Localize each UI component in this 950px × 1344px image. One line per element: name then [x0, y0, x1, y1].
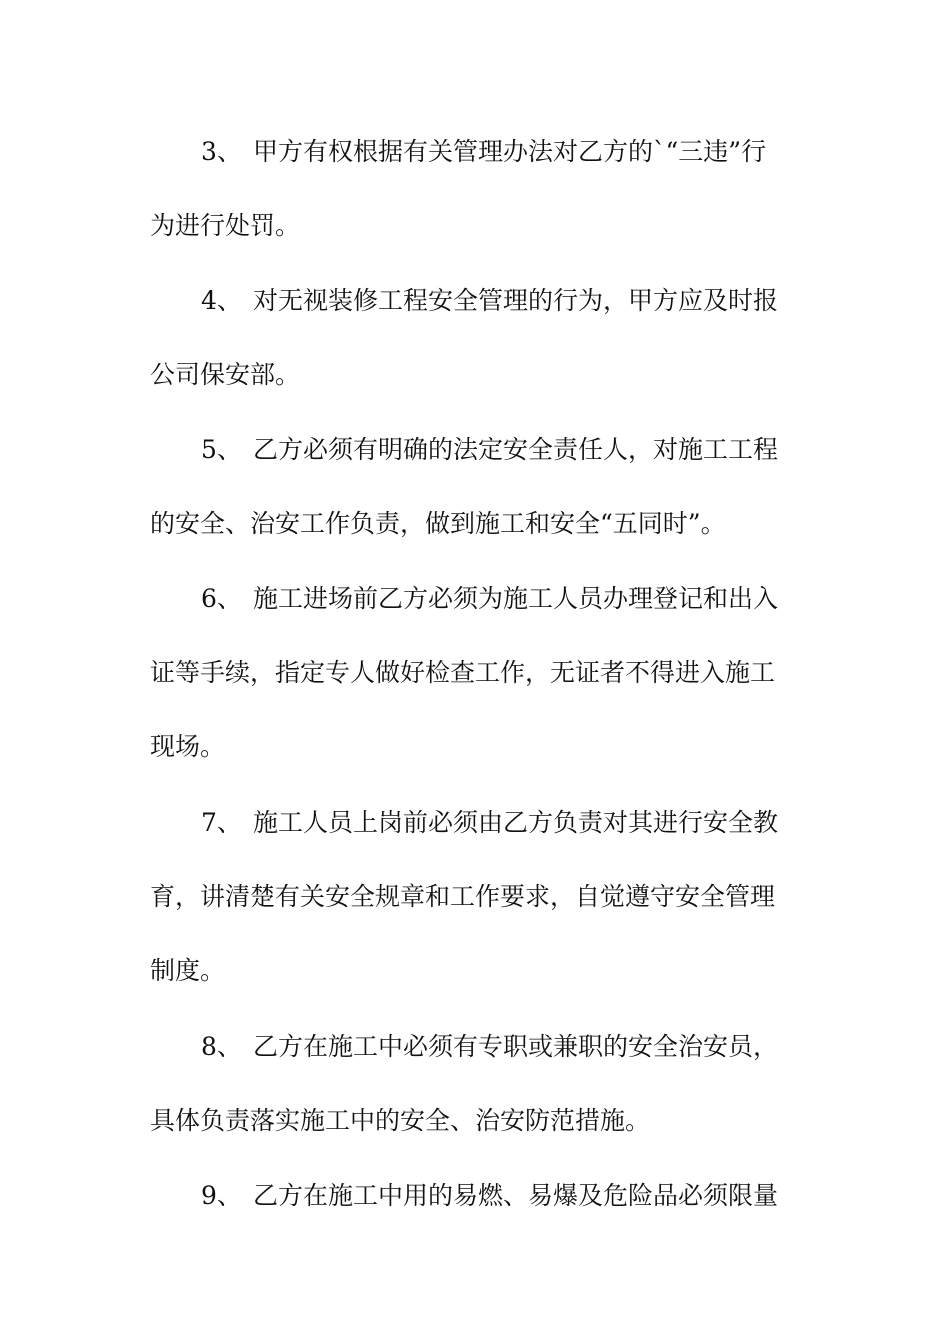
paragraph-line: 的安全、治安工作负责，做到施工和安全“五同时”。: [150, 509, 726, 538]
paragraph-text: 甲方有权根据有关管理办法对乙方的`“三违”行: [253, 137, 767, 166]
paragraph-line: 具体负责落实施工中的安全、治安防范措施。: [150, 1106, 651, 1135]
paragraph-6: [150, 562, 810, 784]
paragraph-line: [150, 264, 810, 338]
paragraph-line: [150, 786, 810, 860]
paragraph-text: 施工人员上岗前必须由乙方负责对其进行安全教: [253, 808, 779, 837]
paragraph-number: 4、: [201, 286, 242, 315]
paragraph-number: 6、: [201, 584, 242, 613]
paragraph-8: [150, 1010, 810, 1158]
paragraph-text: 乙方在施工中必须有专职或兼职的安全治安员，: [253, 1032, 779, 1061]
paragraph-line: [150, 413, 810, 487]
paragraph-line: 育，讲清楚有关安全规章和工作要求，自觉遵守安全管理: [150, 882, 776, 911]
paragraph-number: 3、: [201, 137, 242, 166]
paragraph-text: 施工进场前乙方必须为施工人员办理登记和出入: [253, 584, 779, 613]
paragraph-line: 现场。: [150, 732, 226, 761]
paragraph-3: [150, 115, 810, 263]
paragraph-line: [150, 1010, 810, 1084]
paragraph-text: 乙方必须有明确的法定安全责任人，对施工工程: [253, 435, 779, 464]
paragraph-text: 乙方在施工中用的易燃、易爆及危险品必须限量: [253, 1181, 779, 1210]
paragraph-line: 制度。: [150, 956, 226, 985]
paragraph-number: 7、: [201, 808, 242, 837]
paragraph-7: [150, 786, 810, 1008]
paragraph-line: [150, 115, 810, 189]
paragraph-text: 对无视装修工程安全管理的行为，甲方应及时报: [253, 286, 779, 315]
paragraph-9: [150, 1159, 810, 1233]
paragraph-number: 9、: [201, 1181, 242, 1210]
paragraph-number: 5、: [201, 435, 242, 464]
paragraph-4: [150, 264, 810, 412]
paragraph-line: 证等手续，指定专人做好检查工作，无证者不得进入施工: [150, 658, 776, 687]
paragraph-line: [150, 562, 810, 636]
paragraph-5: [150, 413, 810, 561]
paragraph-line: 为进行处罚。: [150, 211, 301, 240]
paragraph-number: 8、: [201, 1032, 242, 1061]
paragraph-line: [150, 1159, 810, 1233]
paragraph-line: 公司保安部。: [150, 360, 301, 389]
